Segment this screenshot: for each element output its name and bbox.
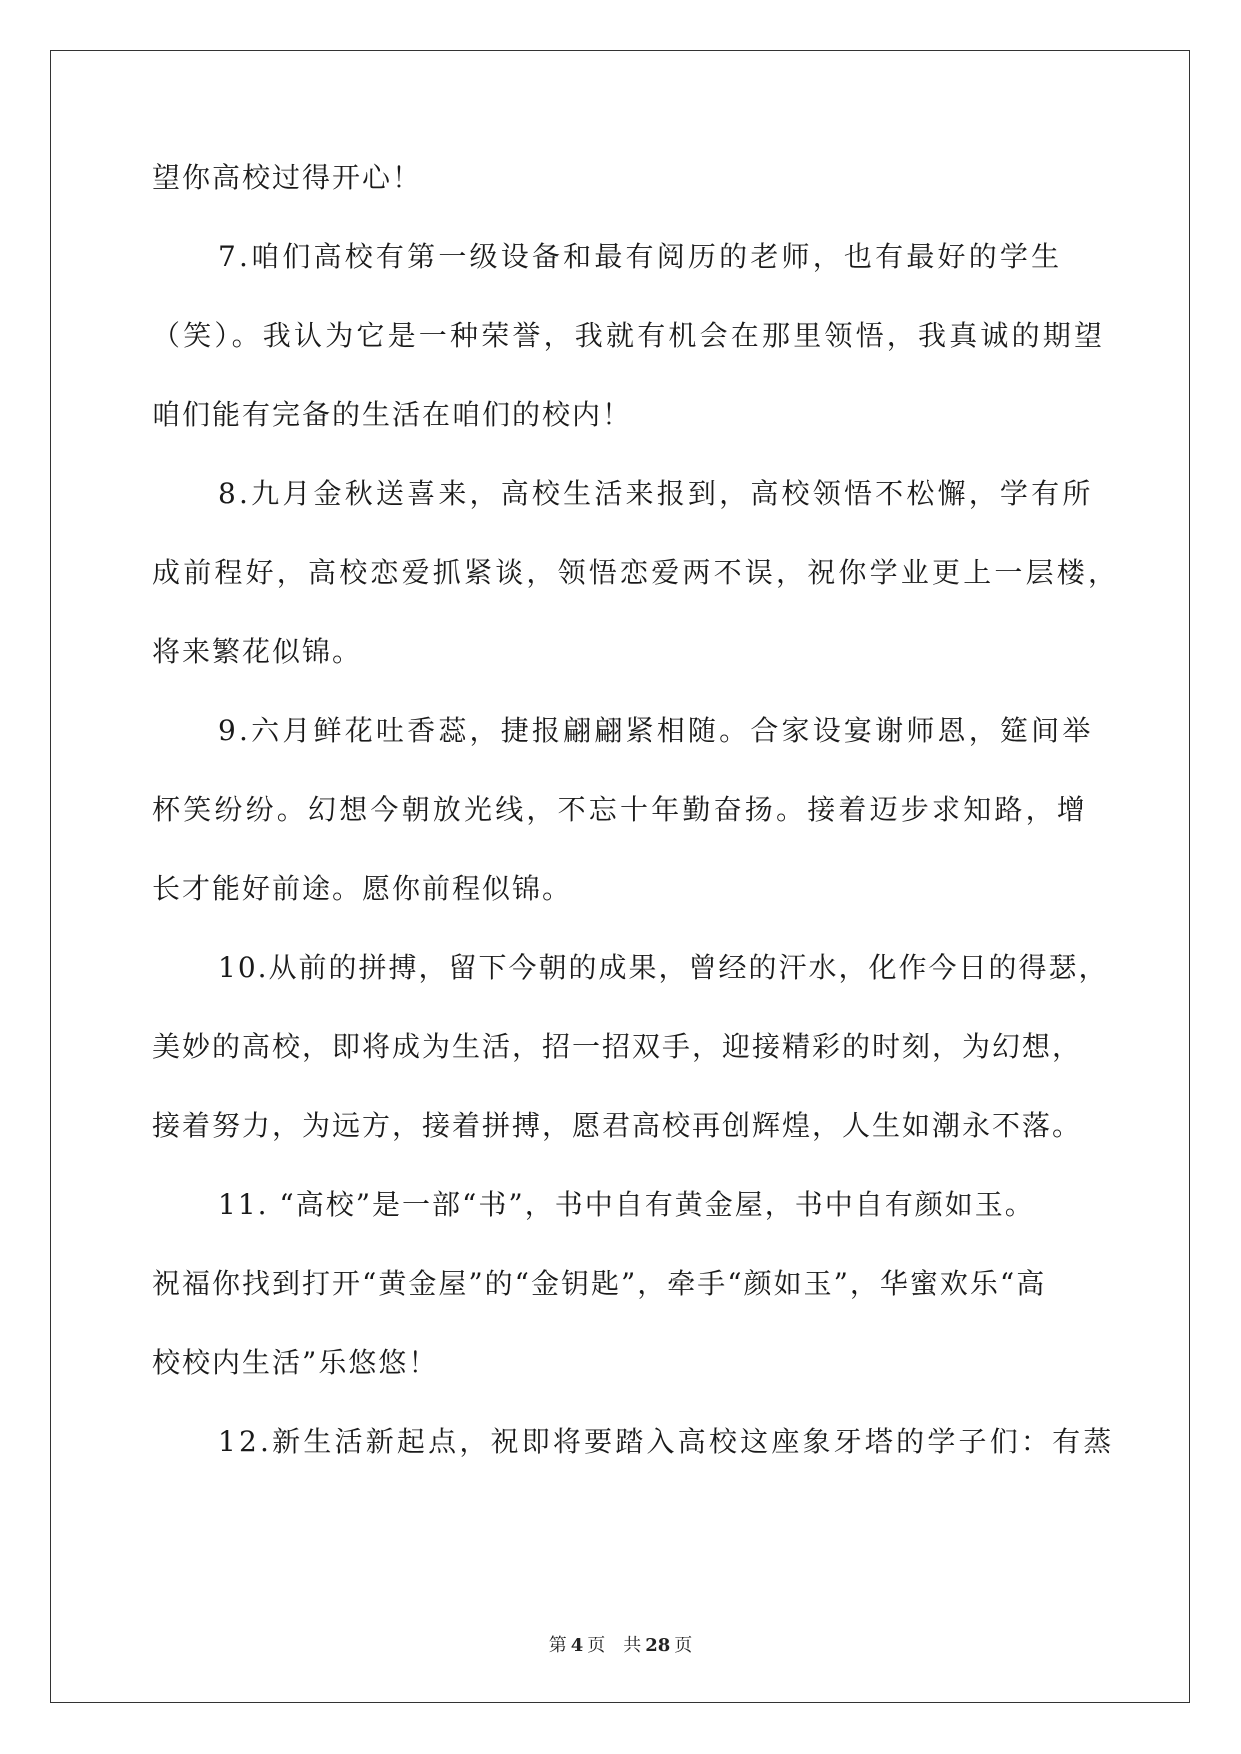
- text-line: 长才能好前途。愿你前程似锦。: [152, 872, 573, 905]
- document-body: [152, 161, 1120, 1506]
- text-line: 将来繁花似锦。: [152, 635, 363, 668]
- page-footer: [0, 1631, 1241, 1657]
- text-line: 9.六月鲜花吐香蕊，捷报翩翩紧相随。合家设宴谢师恩，筵间举: [218, 714, 1094, 747]
- text-line: 11. “高校”是一部“书”，书中自有黄金屋，书中自有颜如玉。: [218, 1188, 1035, 1221]
- text-line: （笑）。我认为它是一种荣誉，我就有机会在那里领悟，我真诚的期望: [152, 319, 1106, 352]
- text-line: 望你高校过得开心！: [152, 161, 423, 194]
- text-line: 美妙的高校，即将成为生活，招一招双手，迎接精彩的时刻，为幻想，: [152, 1030, 1083, 1063]
- total-pages: 28: [645, 1635, 671, 1656]
- total-suffix: 页: [674, 1635, 693, 1656]
- text-line: 成前程好，高校恋爱抓紧谈，领悟恋爱两不误，祝你学业更上一层楼，: [152, 556, 1120, 589]
- text-line: 校校内生活”乐悠悠！: [152, 1346, 439, 1379]
- text-line: 12.新生活新起点，祝即将要踏入高校这座象牙塔的学子们：有蒸: [218, 1425, 1115, 1458]
- text-line: 祝福你找到打开“黄金屋”的“金钥匙”，牵手“颜如玉”，华蜜欢乐“高: [152, 1267, 1047, 1300]
- text-line: 杯笑纷纷。幻想今朝放光线，不忘十年勤奋扬。接着迈步求知路，增: [152, 793, 1089, 826]
- text-line: 10.从前的拼搏，留下今朝的成果，曾经的汗水，化作今日的得瑟，: [218, 951, 1109, 984]
- total-prefix: 共: [623, 1635, 642, 1656]
- text-line: 8.九月金秋送喜来，高校生活来报到，高校领悟不松懈，学有所: [218, 477, 1094, 510]
- page-prefix: 第: [548, 1635, 567, 1656]
- page-suffix: 页: [587, 1635, 606, 1656]
- page-number: 4: [570, 1635, 584, 1656]
- text-line: 接着努力，为远方，接着拼搏，愿君高校再创辉煌，人生如潮永不落。: [152, 1109, 1083, 1142]
- text-line: 7.咱们高校有第一级设备和最有阅历的老师，也有最好的学生: [218, 240, 1063, 273]
- text-line: 咱们能有完备的生活在咱们的校内！: [152, 398, 633, 431]
